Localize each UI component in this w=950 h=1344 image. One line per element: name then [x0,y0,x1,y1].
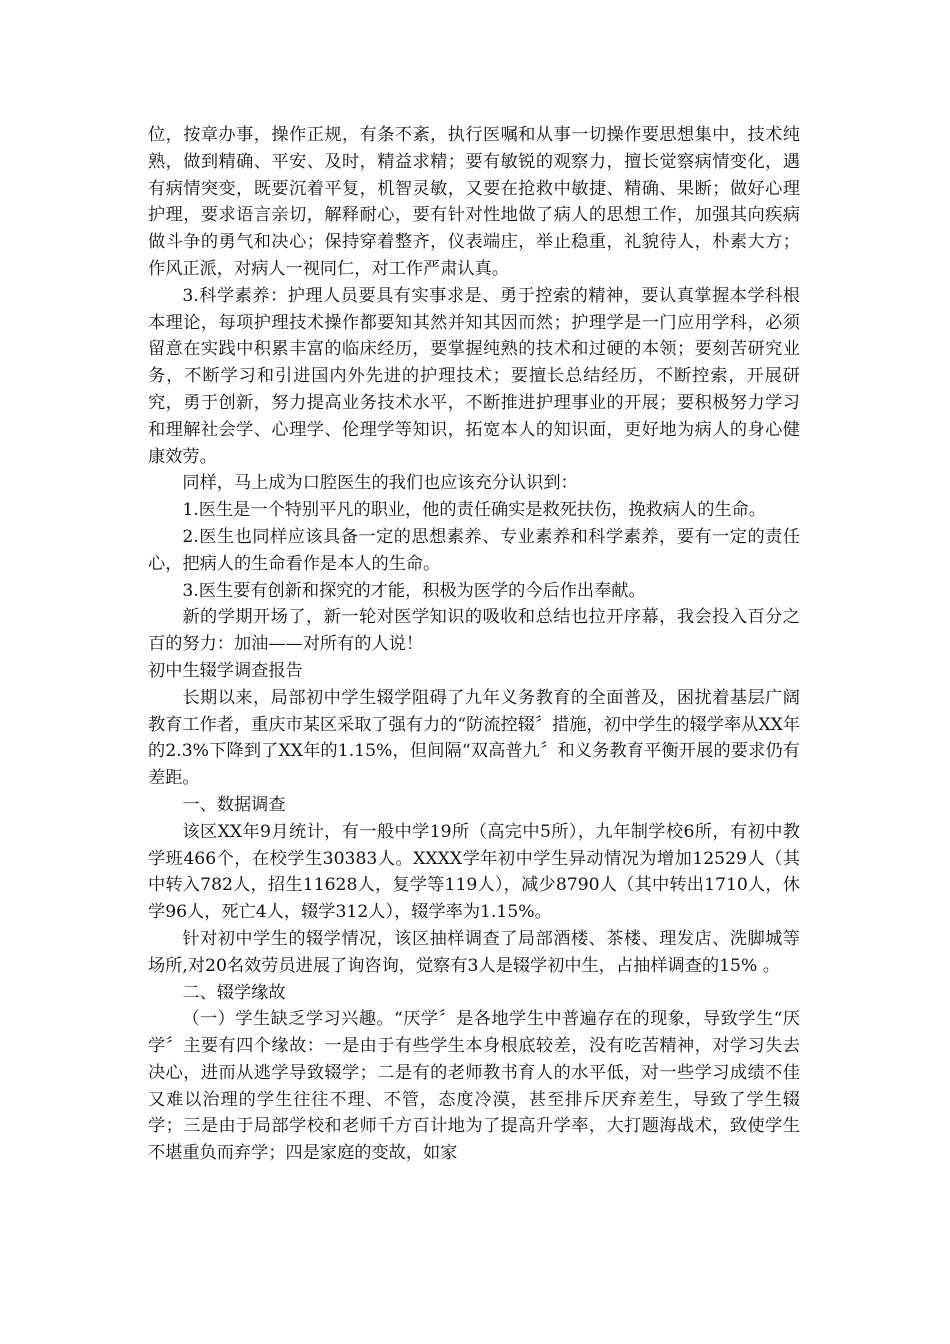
paragraph-lack-of-interest: （一）学生缺乏学习兴趣。“厌学〞是各地学生中普遍存在的现象，导致学生“厌学〞主要有四个缘故：一是由于有些学生本身根底较差，没有吃苦精神，对学习失去决心，进而从逃学导致辍学；二是有的老师教书育人的水平低，对一些学习成绩不佳又难以治理的学生往往不理、不管，态度冷漠，甚至排斥厌弃差生，导致了学生辍学；三是由于局部学校和老师千方百计地为了提高升学率，大打题海战术，致使学生不堪重负而弃学；四是家庭的变故，如家 [148,1009,800,1164]
paragraph-sample-survey: 针对初中学生的辍学情况，该区抽样调查了局部酒楼、茶楼、理发店、洗脚城等场所,对20名效劳员进展了询咨询，觉察有3人是辍学初中生，占抽样调查的15% 。 [148,928,800,976]
document-page [148,122,800,1167]
paragraph-dentist-intro: 同样，马上成为口腔医生的我们也应该充分认识到： [182,473,578,494]
paragraph-statistics: 该区XX年9月统计，有一般中学19所（高完中5所），九年制学校6所，有初中教学班466个，在校学生30383人。XXXX学年初中学生异动情况为增加12529人（其中转入782人，招生11628人，复学等119人），减少8790人（其中转出1710人，休学96人，死亡4人，辍学312人），辍学率为1.15%。 [148,821,800,923]
paragraph-nursing-conduct: 位，按章办事，操作正规，有条不紊，执行医嘱和从事一切操作要思想集中，技术纯熟，做到精确、平安、及时，精益求精；要有敏锐的观察力，擅长觉察病情变化，遇有病情突变，既要沉着平复，机智灵敏，又要在抢救中敏捷、精确、果断；做好心理护理，要求语言亲切，解释耐心，要有针对性地做了病人的思想工作，加强其向疾病做斗争的勇气和决心；保持穿着整齐，仪表端庄，举止稳重，礼貌待人，朴素大方；作风正派，对病人一视同仁，对工作严肃认真。 [148,125,800,279]
section-heading-data-survey: 一、数据调查 [182,794,286,815]
report-title: 初中生辍学调查报告 [148,660,303,681]
paragraph-new-semester: 新的学期开场了，新一轮对医学知识的吸收和总结也拉开序幕，我会投入百分之百的努力：加油——对所有的人说！ [148,607,800,655]
paragraph-scientific-literacy: 3.科学素养：护理人员要具有实事求是、勇于控索的精神，要认真掌握本学科根本理论，每项护理技术操作都要知其然并知其因而然；护理学是一门应用学科，必须留意在实践中积累丰富的临床经历，要掌握纯熟的技术和过硬的本领；要刻苦研究业务，不断学习和引进国内外先进的护理技术；要擅长总结经历，不断控索，开展研究，勇于创新，努力提高业务技术水平，不断推进护理事业的开展；要积极努力学习和理解社会学、心理学、伦理学等知识，拓宽本人的知识面，更好地为病人的身心健康效劳。 [148,285,800,467]
paragraph-report-intro: 长期以来，局部初中学生辍学阻碍了九年义务教育的全面普及，困扰着基层广阔教育工作者，重庆市某区采取了强有力的“防流控辍〞措施，初中学生的辍学率从XX年的2.3%下降到了XX年的1.15%，但间隔“双高普九〞和义务教育平衡开展的要求仍有差距。 [148,687,801,789]
section-heading-dropout-reasons: 二、辍学缘故 [182,982,286,1003]
list-item-3: 3.医生要有创新和探究的才能，积极为医学的今后作出奉献。 [182,580,646,601]
list-item-2: 2.医生也同样应该具备一定的思想素养、专业素养和科学素养，要有一定的责任心，把病人的生命看作是本人的生命。 [148,526,800,574]
list-item-1: 1.医生是一个特别平凡的职业，他的责任确实是救死扶伤，挽救病人的生命。 [182,500,766,521]
